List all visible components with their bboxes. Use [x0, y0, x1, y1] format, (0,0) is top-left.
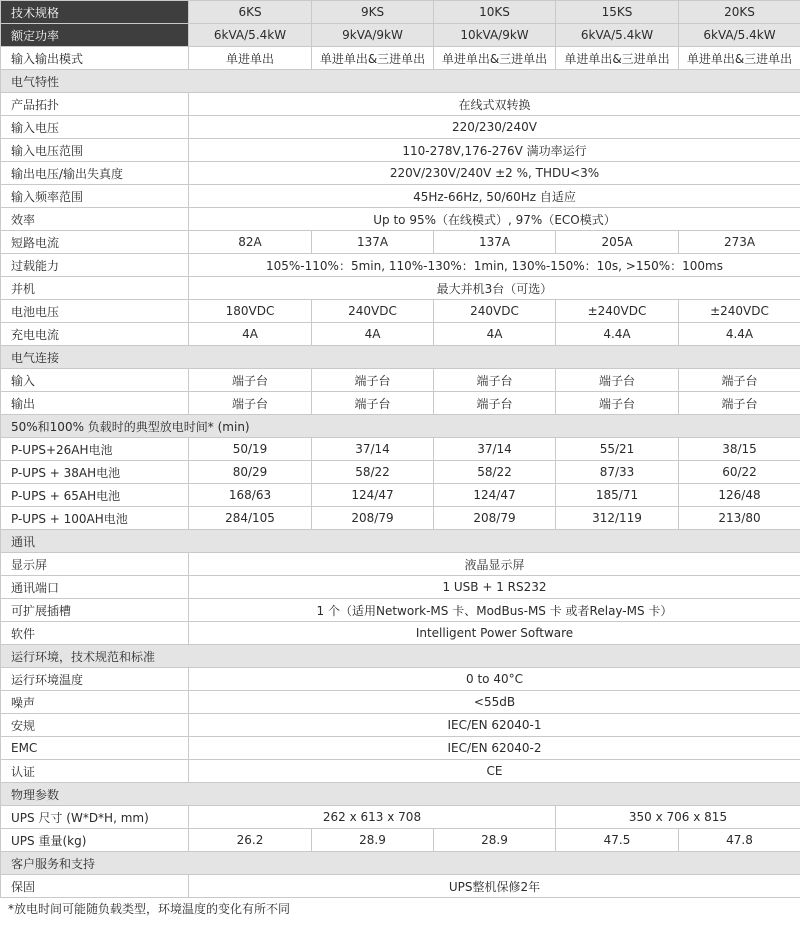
power-value: 6kVA/5.4kW — [189, 24, 312, 47]
model-10ks: 10KS — [434, 1, 556, 24]
row-value: Intelligent Power Software — [189, 622, 800, 645]
charge-current-row — [1, 323, 800, 346]
connection-output-row — [1, 392, 800, 415]
row-value: Up to 95%（在线模式）, 97%（ECO模式） — [189, 208, 800, 231]
runtime-row — [1, 438, 800, 461]
row-label: 并机 — [1, 277, 189, 300]
row-label: 输入电压范围 — [1, 139, 189, 162]
power-row — [1, 24, 800, 47]
section-title: 通讯 — [1, 530, 800, 553]
row-value: 213/80 — [679, 507, 800, 530]
row-label: 输入电压 — [1, 116, 189, 139]
row-value: 4.4A — [556, 323, 679, 346]
power-value: 6kVA/5.4kW — [556, 24, 679, 47]
row-value: 0 to 40°C — [189, 668, 800, 691]
row-label: 运行环境温度 — [1, 668, 189, 691]
topology-row — [1, 93, 800, 116]
row-value: 1 USB + 1 RS232 — [189, 576, 800, 599]
row-label: P-UPS + 100AH电池 — [1, 507, 189, 530]
row-value: 262 x 613 x 708 — [189, 806, 556, 829]
row-label: 显示屏 — [1, 553, 189, 576]
spec-title: 技术规格 — [1, 1, 189, 24]
model-9ks: 9KS — [312, 1, 434, 24]
row-value: 284/105 — [189, 507, 312, 530]
footnote: *放电时间可能随负载类型，环境温度的变化有所不同 — [8, 902, 291, 916]
row-value: 58/22 — [312, 461, 434, 484]
row-value: 350 x 706 x 815 — [556, 806, 800, 829]
row-value: 312/119 — [556, 507, 679, 530]
overload-row — [1, 254, 800, 277]
row-label: UPS 尺寸 (W*D*H, mm) — [1, 806, 189, 829]
row-value: 205A — [556, 231, 679, 254]
row-label: P-UPS+26AH电池 — [1, 438, 189, 461]
row-value: 168/63 — [189, 484, 312, 507]
temperature-row — [1, 668, 800, 691]
io-mode-value: 单进单出&三进单出 — [312, 47, 434, 70]
frequency-row — [1, 185, 800, 208]
row-value: 4A — [312, 323, 434, 346]
model-header-row — [1, 1, 800, 24]
row-value: 126/48 — [679, 484, 800, 507]
row-value: 47.8 — [679, 829, 800, 852]
row-label: 保固 — [1, 875, 189, 898]
row-value: 26.2 — [189, 829, 312, 852]
row-label: UPS 重量(kg) — [1, 829, 189, 852]
model-6ks: 6KS — [189, 1, 312, 24]
row-value: 273A — [679, 231, 800, 254]
size-row — [1, 806, 800, 829]
row-value: 105%-110%：5min, 110%-130%：1min, 130%-150%：10s, >150%：100ms — [189, 254, 800, 277]
row-label: 软件 — [1, 622, 189, 645]
io-mode-value: 单进单出 — [189, 47, 312, 70]
power-value: 6kVA/5.4kW — [679, 24, 800, 47]
runtime-row — [1, 484, 800, 507]
row-value: 端子台 — [434, 369, 556, 392]
row-value: 185/71 — [556, 484, 679, 507]
section-electrical — [1, 70, 800, 93]
row-value: 137A — [434, 231, 556, 254]
row-label: EMC — [1, 737, 189, 760]
row-value: 208/79 — [312, 507, 434, 530]
row-value: 28.9 — [434, 829, 556, 852]
row-label: 过载能力 — [1, 254, 189, 277]
power-label: 额定功率 — [1, 24, 189, 47]
row-value: 28.9 — [312, 829, 434, 852]
row-value: 80/29 — [189, 461, 312, 484]
row-value: 4.4A — [679, 323, 800, 346]
power-value: 9kVA/9kW — [312, 24, 434, 47]
section-support — [1, 852, 800, 875]
row-label: 认证 — [1, 760, 189, 783]
model-20ks: 20KS — [679, 1, 800, 24]
row-value: 180VDC — [189, 300, 312, 323]
row-value: 端子台 — [679, 392, 800, 415]
section-connection — [1, 346, 800, 369]
row-label: 充电电流 — [1, 323, 189, 346]
row-label: 安规 — [1, 714, 189, 737]
row-value: 220/230/240V — [189, 116, 800, 139]
row-value: CE — [189, 760, 800, 783]
row-value: ±240VDC — [679, 300, 800, 323]
row-value: 在线式双转换 — [189, 93, 800, 116]
section-physical — [1, 783, 800, 806]
emc-row — [1, 737, 800, 760]
row-label: 可扩展插槽 — [1, 599, 189, 622]
row-value: 60/22 — [679, 461, 800, 484]
io-mode-value: 单进单出&三进单出 — [556, 47, 679, 70]
row-value: ±240VDC — [556, 300, 679, 323]
row-value: IEC/EN 62040-1 — [189, 714, 800, 737]
row-value: 137A — [312, 231, 434, 254]
row-value: 82A — [189, 231, 312, 254]
section-title: 50%和100% 负载时的典型放电时间* (min) — [1, 415, 800, 438]
noise-row — [1, 691, 800, 714]
row-value: 50/19 — [189, 438, 312, 461]
software-row — [1, 622, 800, 645]
row-label: 输入频率范围 — [1, 185, 189, 208]
warranty-row — [1, 875, 800, 898]
runtime-row — [1, 507, 800, 530]
section-title: 运行环境，技术规范和标准 — [1, 645, 800, 668]
row-value: 58/22 — [434, 461, 556, 484]
row-value: 端子台 — [679, 369, 800, 392]
battery-voltage-row — [1, 300, 800, 323]
row-value: 端子台 — [312, 369, 434, 392]
row-value: 端子台 — [189, 392, 312, 415]
row-label: P-UPS + 38AH电池 — [1, 461, 189, 484]
row-value: 87/33 — [556, 461, 679, 484]
row-label: P-UPS + 65AH电池 — [1, 484, 189, 507]
parallel-row — [1, 277, 800, 300]
row-value: 4A — [434, 323, 556, 346]
display-row — [1, 553, 800, 576]
ports-row — [1, 576, 800, 599]
certification-row — [1, 760, 800, 783]
row-value: 端子台 — [189, 369, 312, 392]
row-value: 1 个（适用Network-MS 卡、ModBus-MS 卡 或者Relay-MS 卡） — [189, 599, 800, 622]
row-label: 产品拓扑 — [1, 93, 189, 116]
section-runtime — [1, 415, 800, 438]
row-label: 输出 — [1, 392, 189, 415]
efficiency-row — [1, 208, 800, 231]
runtime-row — [1, 461, 800, 484]
connection-input-row — [1, 369, 800, 392]
output-row — [1, 162, 800, 185]
row-value: 38/15 — [679, 438, 800, 461]
section-title: 电气特性 — [1, 70, 800, 93]
row-value: 端子台 — [312, 392, 434, 415]
row-value: 240VDC — [434, 300, 556, 323]
row-value: <55dB — [189, 691, 800, 714]
row-value: 110-278V,176-276V 满功率运行 — [189, 139, 800, 162]
row-value: IEC/EN 62040-2 — [189, 737, 800, 760]
section-title: 物理参数 — [1, 783, 800, 806]
row-value: 端子台 — [434, 392, 556, 415]
row-value: 液晶显示屏 — [189, 553, 800, 576]
model-15ks: 15KS — [556, 1, 679, 24]
power-value: 10kVA/9kW — [434, 24, 556, 47]
weight-row — [1, 829, 800, 852]
row-value: 55/21 — [556, 438, 679, 461]
row-value: 37/14 — [434, 438, 556, 461]
row-value: 45Hz-66Hz, 50/60Hz 自适应 — [189, 185, 800, 208]
row-value: 37/14 — [312, 438, 434, 461]
row-value: 240VDC — [312, 300, 434, 323]
row-value: 最大并机3台（可选） — [189, 277, 800, 300]
row-value: 124/47 — [312, 484, 434, 507]
row-label: 短路电流 — [1, 231, 189, 254]
section-communication — [1, 530, 800, 553]
input-voltage-row — [1, 116, 800, 139]
row-label: 输出电压/输出失真度 — [1, 162, 189, 185]
row-label: 输入 — [1, 369, 189, 392]
io-mode-label: 输入输出模式 — [1, 47, 189, 70]
short-circuit-row — [1, 231, 800, 254]
io-mode-value: 单进单出&三进单出 — [679, 47, 800, 70]
row-value: 端子台 — [556, 369, 679, 392]
row-label: 噪声 — [1, 691, 189, 714]
io-mode-value: 单进单出&三进单出 — [434, 47, 556, 70]
row-value: 124/47 — [434, 484, 556, 507]
safety-row — [1, 714, 800, 737]
io-mode-row — [1, 47, 800, 70]
row-value: 208/79 — [434, 507, 556, 530]
section-title: 电气连接 — [1, 346, 800, 369]
slot-row — [1, 599, 800, 622]
row-label: 电池电压 — [1, 300, 189, 323]
row-label: 通讯端口 — [1, 576, 189, 599]
row-value: UPS整机保修2年 — [189, 875, 800, 898]
row-value: 220V/230V/240V ±2 %, THDU<3% — [189, 162, 800, 185]
section-environment — [1, 645, 800, 668]
row-label: 效率 — [1, 208, 189, 231]
row-value: 端子台 — [556, 392, 679, 415]
row-value: 4A — [189, 323, 312, 346]
section-title: 客户服务和支持 — [1, 852, 800, 875]
row-value: 47.5 — [556, 829, 679, 852]
input-range-row — [1, 139, 800, 162]
